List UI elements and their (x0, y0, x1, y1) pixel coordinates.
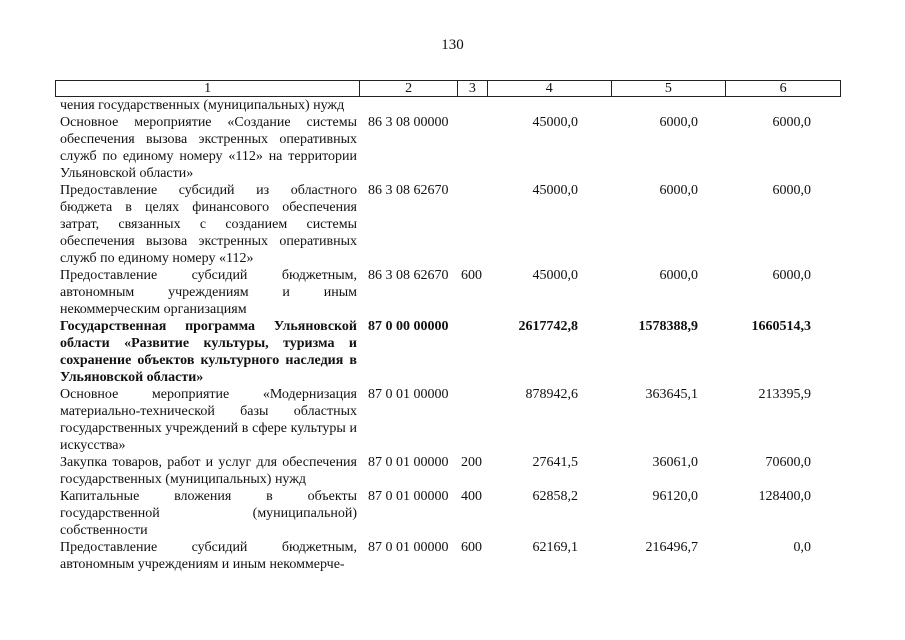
row-amount-year-1: 62169,1 (532, 540, 578, 555)
row-amount-year-2: 6000,0 (659, 115, 698, 130)
row-amount-year-1 (488, 97, 612, 114)
row-amount-year-3: 0,0 (793, 540, 811, 555)
row-name: чения государственных (муниципальных) нужд (60, 98, 345, 113)
row-name: Основное мероприятие «Создание системы обеспечения вызова экстренных оперативных служб по единому номеру «112» на территории Ульяновской области» (60, 115, 357, 181)
table-header (55, 80, 841, 97)
row-amount-year-1: 45000,0 (532, 268, 578, 283)
table-row (55, 488, 841, 539)
table-row (55, 182, 841, 267)
row-amount-year-2: 6000,0 (659, 268, 698, 283)
row-name: Предоставление субсидий бюджетным, автономным учреждениям и иным некоммерче- (60, 540, 357, 572)
row-code: 87 0 01 00000 (368, 489, 449, 504)
row-amount-year-1: 62858,2 (532, 489, 578, 504)
header-col-6: 6 (779, 81, 787, 96)
row-amount-year-2: 1578388,9 (638, 319, 698, 334)
row-code: 87 0 01 00000 (368, 455, 449, 470)
row-amount-year-1: 2617742,8 (518, 319, 578, 334)
row-name: Капитальные вложения в объекты государственной (муниципальной) собственности (60, 489, 357, 538)
row-code: 86 3 08 62670 (368, 183, 449, 198)
row-amount-year-2: 36061,0 (652, 455, 698, 470)
row-expense-type: 600 (461, 268, 482, 283)
row-code: 87 0 01 00000 (368, 387, 449, 402)
row-expense-type (458, 114, 488, 182)
header-col-2: 2 (360, 81, 458, 96)
row-expense-type (458, 97, 488, 114)
table-row (55, 97, 841, 114)
row-amount-year-2: 6000,0 (659, 183, 698, 198)
header-col-3: 3 (458, 81, 488, 96)
row-name: Основное мероприятие «Модернизация материально-технической базы областных государственных учреждений в сфере культуры и искусства» (60, 387, 357, 453)
row-amount-year-1: 27641,5 (532, 455, 578, 470)
row-amount-year-2: 96120,0 (652, 489, 698, 504)
row-amount-year-3: 6000,0 (772, 183, 811, 198)
row-code: 86 3 08 62670 (368, 268, 449, 283)
row-code: 87 0 00 00000 (368, 319, 449, 334)
budget-table (55, 80, 841, 573)
page-number: 130 (441, 37, 464, 53)
table-row (55, 114, 841, 182)
row-expense-type: 600 (461, 540, 482, 555)
header-col-5: 5 (612, 81, 727, 96)
row-name: Закупка товаров, работ и услуг для обеспечения государственных (муниципальных) нужд (60, 455, 357, 487)
row-code (360, 97, 458, 114)
row-name: Государственная программа Ульяновской области «Развитие культуры, туризма и сохранение объектов культурного наследия в Ульяновской области» (60, 319, 357, 385)
row-name: Предоставление субсидий из областного бюджета в целях финансового обеспечения затрат, связанных с созданием системы обеспечения вызова экстренных оперативных служб по единому номеру «112» (60, 183, 357, 266)
row-expense-type (458, 182, 488, 267)
row-amount-year-3: 1660514,3 (751, 319, 811, 334)
row-expense-type: 200 (461, 455, 482, 470)
row-amount-year-3: 213395,9 (758, 387, 811, 402)
row-code: 86 3 08 00000 (368, 115, 449, 130)
table-row (55, 454, 841, 488)
table-row (55, 318, 841, 386)
row-amount-year-3: 128400,0 (758, 489, 811, 504)
row-expense-type (458, 318, 488, 386)
row-amount-year-2: 216496,7 (645, 540, 698, 555)
table-body (55, 97, 841, 573)
row-amount-year-1: 45000,0 (532, 183, 578, 198)
table-row (55, 386, 841, 454)
row-amount-year-2: 363645,1 (645, 387, 698, 402)
row-amount-year-2 (612, 97, 727, 114)
row-name: Предоставление субсидий бюджетным, автономным учреждениям и иным некоммерческим организациям (60, 268, 357, 317)
row-amount-year-3: 6000,0 (772, 268, 811, 283)
row-amount-year-3 (727, 97, 841, 114)
row-amount-year-1: 45000,0 (532, 115, 578, 130)
header-col-4: 4 (488, 81, 612, 96)
row-code: 87 0 01 00000 (368, 540, 449, 555)
row-amount-year-1: 878942,6 (525, 387, 578, 402)
row-amount-year-3: 70600,0 (765, 455, 811, 470)
row-expense-type: 400 (461, 489, 482, 504)
header-col-1: 1 (56, 81, 360, 96)
table-row (55, 267, 841, 318)
table-row (55, 539, 841, 573)
row-amount-year-3: 6000,0 (772, 115, 811, 130)
row-expense-type (458, 386, 488, 454)
